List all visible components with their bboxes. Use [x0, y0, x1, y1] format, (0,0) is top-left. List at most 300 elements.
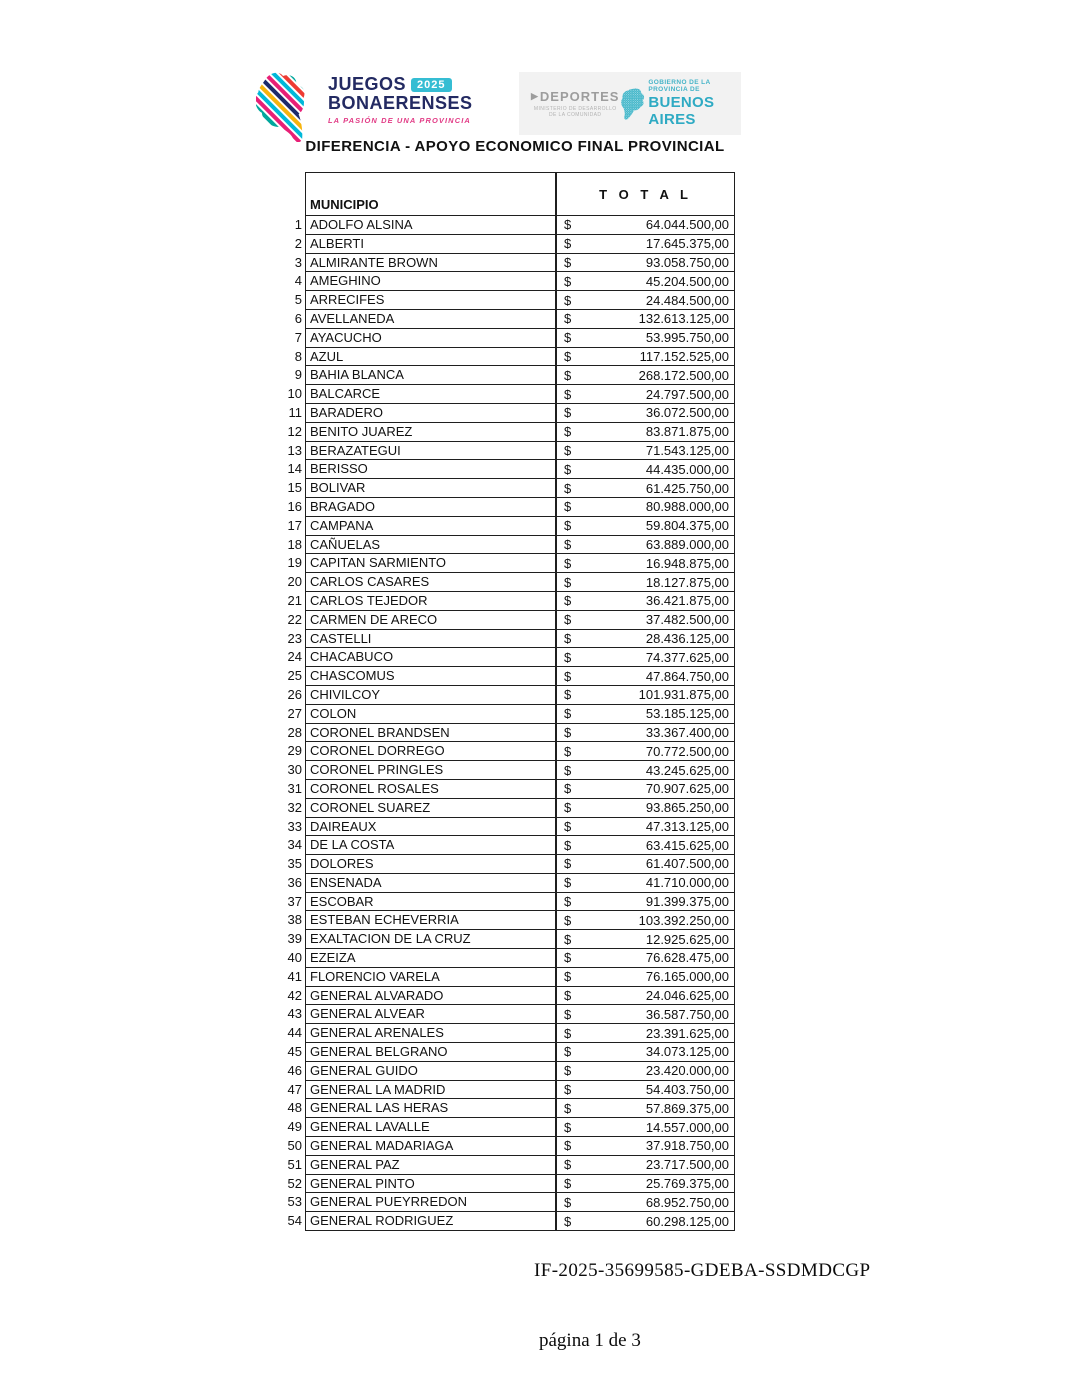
row-number: 21: [287, 592, 302, 608]
row-total-cell: [556, 347, 735, 367]
row-total: 117.152.525,00: [639, 348, 729, 364]
table-row: [279, 253, 735, 273]
row-total: 17.645.375,00: [645, 236, 729, 252]
row-municipio: AYACUCHO: [305, 328, 556, 348]
row-total-cell: [556, 948, 735, 968]
row-currency: $: [564, 367, 572, 383]
row-total-cell: [556, 459, 735, 479]
row-total: 34.073.125,00: [645, 1044, 729, 1060]
row-total: 80.988.000,00: [645, 499, 729, 515]
table-row: [279, 535, 735, 555]
juegos-logo-text: [328, 68, 473, 125]
row-total-cell: [556, 403, 735, 423]
table-row: [279, 929, 735, 949]
row-number: 7: [294, 329, 302, 345]
row-total-cell: [556, 309, 735, 329]
row-total: 83.871.875,00: [645, 424, 729, 440]
row-number: 6: [294, 310, 302, 326]
row-currency: $: [564, 818, 572, 834]
row-total-cell: [556, 422, 735, 442]
row-currency: $: [564, 1119, 572, 1135]
row-total: 47.313.125,00: [645, 818, 729, 834]
row-total: 60.298.125,00: [645, 1213, 729, 1229]
table-row: [279, 1098, 735, 1118]
row-number: 38: [287, 912, 302, 928]
row-total-cell: [556, 497, 735, 517]
row-number: 15: [287, 480, 302, 496]
row-municipio: CORONEL ROSALES: [305, 779, 556, 799]
row-currency: $: [564, 706, 572, 722]
row-currency: $: [564, 574, 572, 590]
table-row: [279, 647, 735, 667]
row-number: 47: [287, 1081, 302, 1097]
row-currency: $: [564, 649, 572, 665]
table-row: [279, 215, 735, 235]
row-municipio: GENERAL GUIDO: [305, 1061, 556, 1081]
row-total: 23.717.500,00: [645, 1157, 729, 1173]
row-total: 53.185.125,00: [645, 706, 729, 722]
row-total-cell: [556, 610, 735, 630]
row-municipio: CARMEN DE ARECO: [305, 610, 556, 630]
row-number: 32: [287, 799, 302, 815]
row-municipio: ALBERTI: [305, 234, 556, 254]
row-total: 70.907.625,00: [645, 781, 729, 797]
table-row: [279, 948, 735, 968]
row-total: 63.889.000,00: [645, 536, 729, 552]
row-municipio: ALMIRANTE BROWN: [305, 253, 556, 273]
row-total: 59.804.375,00: [645, 518, 729, 534]
row-total: 41.710.000,00: [645, 875, 729, 891]
gobierno-block: [648, 79, 729, 128]
table-row: [279, 1004, 735, 1024]
row-currency: $: [564, 856, 572, 872]
header-number-spacer: [279, 172, 305, 216]
row-total-cell: [556, 704, 735, 724]
bonaerenses-word: BONAERENSES: [328, 93, 473, 113]
row-municipio: ADOLFO ALSINA: [305, 215, 556, 235]
juegos-bonaerenses-logo: [256, 68, 473, 142]
row-total-cell: [556, 666, 735, 686]
row-total-cell: [556, 760, 735, 780]
logo-tagline: LA PASIÓN DE UNA PROVINCIA: [328, 116, 471, 125]
row-total-cell: [556, 290, 735, 310]
juegos-word: JUEGOS: [328, 74, 407, 94]
row-municipio: CHASCOMUS: [305, 666, 556, 686]
row-currency: $: [564, 480, 572, 496]
row-total: 268.172.500,00: [638, 367, 729, 383]
row-total-cell: [556, 685, 735, 705]
row-total: 74.377.625,00: [645, 649, 729, 665]
row-currency: $: [564, 781, 572, 797]
table-row: [279, 817, 735, 837]
row-total: 23.420.000,00: [645, 1063, 729, 1079]
row-total: 23.391.625,00: [645, 1025, 729, 1041]
row-number: 27: [287, 705, 302, 721]
table-row: [279, 1192, 735, 1212]
row-total: 61.407.500,00: [645, 856, 729, 872]
row-number: 23: [287, 630, 302, 646]
row-total: 16.948.875,00: [645, 555, 729, 571]
row-total-cell: [556, 967, 735, 987]
row-total-cell: [556, 892, 735, 912]
row-total-cell: [556, 1136, 735, 1156]
row-number: 40: [287, 950, 302, 966]
row-total-cell: [556, 271, 735, 291]
table-row: [279, 234, 735, 254]
row-municipio: CAPITAN SARMIENTO: [305, 553, 556, 573]
table-row: [279, 1136, 735, 1156]
row-total-cell: [556, 572, 735, 592]
row-total-cell: [556, 384, 735, 404]
row-currency: $: [564, 800, 572, 816]
row-number: 42: [287, 987, 302, 1003]
row-currency: $: [564, 950, 572, 966]
page-title: DIFERENCIA - APOYO ECONOMICO FINAL PROVINCIAL: [305, 138, 725, 155]
row-number: 31: [287, 780, 302, 796]
province-stripes-map-icon: [256, 68, 320, 142]
row-number: 11: [288, 404, 302, 420]
row-total-cell: [556, 723, 735, 743]
row-number: 13: [287, 442, 302, 458]
row-number: 46: [287, 1062, 302, 1078]
row-total-cell: [556, 647, 735, 667]
table-row: [279, 854, 735, 874]
row-total-cell: [556, 365, 735, 385]
row-currency: $: [564, 912, 572, 928]
row-number: 8: [294, 348, 302, 364]
row-total-cell: [556, 1155, 735, 1175]
row-municipio: CAÑUELAS: [305, 535, 556, 555]
row-number: 14: [287, 461, 302, 477]
row-number: 22: [287, 611, 302, 627]
row-total: 68.952.750,00: [645, 1194, 729, 1210]
row-currency: $: [564, 875, 572, 891]
table-row: [279, 685, 735, 705]
row-total: 61.425.750,00: [645, 480, 729, 496]
table-row: [279, 1174, 735, 1194]
row-total: 57.869.375,00: [645, 1100, 729, 1116]
row-total: 64.044.500,00: [645, 217, 729, 233]
row-number: 5: [294, 292, 302, 308]
row-currency: $: [564, 1044, 572, 1060]
province-teal-map-icon: [619, 78, 648, 130]
row-total: 36.587.750,00: [645, 1006, 729, 1022]
row-municipio: CHACABUCO: [305, 647, 556, 667]
row-currency: $: [564, 348, 572, 364]
row-total-cell: [556, 234, 735, 254]
row-total-cell: [556, 741, 735, 761]
row-total: 54.403.750,00: [645, 1082, 729, 1098]
table-row: [279, 779, 735, 799]
table-row: [279, 1155, 735, 1175]
row-municipio: COLON: [305, 704, 556, 724]
row-number: 12: [287, 423, 302, 439]
row-number: 1: [294, 217, 302, 232]
row-municipio: GENERAL ALVEAR: [305, 1004, 556, 1024]
row-total-cell: [556, 441, 735, 461]
table-row: [279, 1117, 735, 1137]
row-total-cell: [556, 591, 735, 611]
row-municipio: CHIVILCOY: [305, 685, 556, 705]
row-municipio: GENERAL LAS HERAS: [305, 1098, 556, 1118]
row-currency: $: [564, 1082, 572, 1098]
table-row: [279, 666, 735, 686]
row-currency: $: [564, 292, 572, 308]
table-row: [279, 1080, 735, 1100]
row-number: 54: [287, 1213, 302, 1229]
row-municipio: CORONEL DORREGO: [305, 741, 556, 761]
table-row: [279, 986, 735, 1006]
ministerio-line2: DE LA COMUNIDAD: [549, 112, 602, 118]
row-currency: $: [564, 1100, 572, 1116]
row-municipio: CASTELLI: [305, 629, 556, 649]
table-row: [279, 892, 735, 912]
row-currency: $: [564, 668, 572, 684]
row-currency: $: [564, 536, 572, 552]
table-row: [279, 1023, 735, 1043]
row-total: 33.367.400,00: [645, 724, 729, 740]
row-currency: $: [564, 555, 572, 571]
row-total: 37.918.750,00: [645, 1138, 729, 1154]
row-number: 16: [287, 498, 302, 514]
deportes-block: [531, 89, 619, 118]
table-row: [279, 798, 735, 818]
row-currency: $: [564, 894, 572, 910]
row-total-cell: [556, 553, 735, 573]
row-currency: $: [564, 931, 572, 947]
row-number: 25: [287, 668, 302, 684]
row-municipio: GENERAL RODRIGUEZ: [305, 1211, 556, 1231]
row-total: 47.864.750,00: [645, 668, 729, 684]
row-number: 37: [287, 893, 302, 909]
table-row: [279, 478, 735, 498]
row-municipio: AZUL: [305, 347, 556, 367]
row-number: 4: [294, 273, 302, 289]
deportes-label: DEPORTES: [539, 89, 620, 104]
row-currency: $: [564, 236, 572, 252]
row-number: 52: [287, 1175, 302, 1191]
row-municipio: CORONEL SUAREZ: [305, 798, 556, 818]
row-municipio: GENERAL LAVALLE: [305, 1117, 556, 1137]
row-total-cell: [556, 835, 735, 855]
gobierno-deportes-logo: [519, 72, 741, 135]
row-municipio: GENERAL MADARIAGA: [305, 1136, 556, 1156]
table-row: [279, 328, 735, 348]
row-number: 26: [287, 686, 302, 702]
row-currency: $: [564, 1194, 572, 1210]
row-number: 53: [287, 1194, 302, 1210]
row-total-cell: [556, 854, 735, 874]
table-row: [279, 629, 735, 649]
row-currency: $: [564, 969, 572, 985]
table-row: [279, 497, 735, 517]
row-municipio: CAMPANA: [305, 516, 556, 536]
row-total: 76.165.000,00: [645, 969, 729, 985]
row-currency: $: [564, 687, 572, 703]
row-number: 24: [287, 649, 302, 665]
row-currency: $: [564, 593, 572, 609]
row-municipio: DAIREAUX: [305, 817, 556, 837]
row-number: 48: [287, 1100, 302, 1116]
row-number: 34: [287, 837, 302, 853]
row-currency: $: [564, 988, 572, 1004]
row-number: 41: [287, 968, 302, 984]
play-icon: ▶: [531, 91, 539, 101]
row-number: 18: [287, 536, 302, 552]
row-number: 30: [287, 762, 302, 778]
table-row: [279, 553, 735, 573]
row-total-cell: [556, 629, 735, 649]
table-row: [279, 1211, 735, 1231]
row-currency: $: [564, 630, 572, 646]
row-number: 36: [287, 874, 302, 890]
row-currency: $: [564, 1213, 572, 1229]
row-municipio: EXALTACION DE LA CRUZ: [305, 929, 556, 949]
row-total: 71.543.125,00: [645, 442, 729, 458]
row-total-cell: [556, 817, 735, 837]
table-row: [279, 441, 735, 461]
table-row: [279, 591, 735, 611]
row-total-cell: [556, 1117, 735, 1137]
row-municipio: DOLORES: [305, 854, 556, 874]
row-total-cell: [556, 779, 735, 799]
row-currency: $: [564, 405, 572, 421]
table-row: [279, 384, 735, 404]
row-municipio: BOLIVAR: [305, 478, 556, 498]
row-municipio: GENERAL PAZ: [305, 1155, 556, 1175]
row-currency: $: [564, 442, 572, 458]
table-row: [279, 741, 735, 761]
row-total-cell: [556, 1098, 735, 1118]
gdeba-watermark: IF-2025-35699585-GDEBA-SSDMDCGP: [534, 1260, 871, 1281]
table-row: [279, 516, 735, 536]
row-total-cell: [556, 873, 735, 893]
row-currency: $: [564, 330, 572, 346]
row-municipio: BAHIA BLANCA: [305, 365, 556, 385]
row-currency: $: [564, 1006, 572, 1022]
row-currency: $: [564, 424, 572, 440]
row-number: 51: [287, 1156, 302, 1172]
row-municipio: ESCOBAR: [305, 892, 556, 912]
ministerio-line1: MINISTERIO DE DESARROLLO: [533, 106, 617, 112]
year-badge: 2025: [411, 78, 451, 92]
table-row: [279, 910, 735, 930]
row-number: 44: [287, 1025, 302, 1041]
row-number: 2: [294, 235, 302, 251]
row-total: 25.769.375,00: [645, 1176, 729, 1192]
table-row: [279, 572, 735, 592]
row-total-cell: [556, 535, 735, 555]
row-currency: $: [564, 518, 572, 534]
row-currency: $: [564, 499, 572, 515]
row-number: 29: [287, 743, 302, 759]
row-number: 19: [287, 555, 302, 571]
row-municipio: GENERAL ALVARADO: [305, 986, 556, 1006]
row-total: 36.072.500,00: [645, 405, 729, 421]
row-total: 37.482.500,00: [645, 612, 729, 628]
table-row: [279, 459, 735, 479]
row-municipio: CARLOS CASARES: [305, 572, 556, 592]
row-total-cell: [556, 253, 735, 273]
row-municipio: GENERAL PINTO: [305, 1174, 556, 1194]
table-row: [279, 309, 735, 329]
row-total-cell: [556, 1004, 735, 1024]
table-row: [279, 704, 735, 724]
row-municipio: EZEIZA: [305, 948, 556, 968]
buenos-aires-label: BUENOS AIRES: [648, 94, 715, 128]
row-currency: $: [564, 1176, 572, 1192]
page-number: página 1 de 3: [539, 1330, 641, 1351]
row-total: 24.797.500,00: [645, 386, 729, 402]
row-total: 132.613.125,00: [638, 311, 729, 327]
table-header-row: [279, 172, 735, 216]
row-total-cell: [556, 1061, 735, 1081]
row-total: 18.127.875,00: [645, 574, 729, 590]
row-total-cell: [556, 1192, 735, 1212]
row-municipio: FLORENCIO VARELA: [305, 967, 556, 987]
row-currency: $: [564, 311, 572, 327]
row-total-cell: [556, 328, 735, 348]
row-municipio: BARADERO: [305, 403, 556, 423]
table-row: [279, 967, 735, 987]
row-municipio: BERAZATEGUI: [305, 441, 556, 461]
column-header-municipio: MUNICIPIO: [305, 172, 556, 216]
row-number: 49: [287, 1119, 302, 1135]
row-number: 45: [287, 1044, 302, 1060]
column-header-total: T O T A L: [556, 172, 735, 216]
row-total: 45.204.500,00: [645, 273, 729, 289]
row-currency: $: [564, 1063, 572, 1079]
row-total: 12.925.625,00: [645, 931, 729, 947]
row-total-cell: [556, 1080, 735, 1100]
gobierno-line: GOBIERNO DE LA PROVINCIA DE: [648, 79, 711, 93]
row-number: 39: [287, 931, 302, 947]
row-currency: $: [564, 1025, 572, 1041]
table-row: [279, 1042, 735, 1062]
row-number: 20: [287, 574, 302, 590]
row-currency: $: [564, 386, 572, 402]
row-municipio: CORONEL PRINGLES: [305, 760, 556, 780]
table-row: [279, 365, 735, 385]
row-number: 10: [287, 386, 302, 402]
row-municipio: BENITO JUAREZ: [305, 422, 556, 442]
row-total: 28.436.125,00: [645, 630, 729, 646]
row-currency: $: [564, 837, 572, 853]
table-row: [279, 347, 735, 367]
row-total-cell: [556, 1042, 735, 1062]
row-number: 33: [287, 818, 302, 834]
table-row: [279, 723, 735, 743]
municipios-table: [279, 172, 735, 1231]
table-row: [279, 1061, 735, 1081]
row-municipio: BRAGADO: [305, 497, 556, 517]
table-row: [279, 290, 735, 310]
table-body: [279, 215, 735, 1231]
row-number: 43: [287, 1006, 302, 1022]
row-municipio: GENERAL LA MADRID: [305, 1080, 556, 1100]
row-total: 14.557.000,00: [645, 1119, 729, 1135]
row-total-cell: [556, 1023, 735, 1043]
row-number: 9: [294, 367, 302, 383]
row-currency: $: [564, 254, 572, 270]
row-number: 50: [287, 1138, 302, 1154]
row-total: 24.484.500,00: [645, 292, 729, 308]
row-number: 17: [287, 517, 302, 533]
row-number: 28: [287, 724, 302, 740]
row-total: 53.995.750,00: [645, 330, 729, 346]
row-municipio: CORONEL BRANDSEN: [305, 723, 556, 743]
row-total-cell: [556, 1211, 735, 1231]
